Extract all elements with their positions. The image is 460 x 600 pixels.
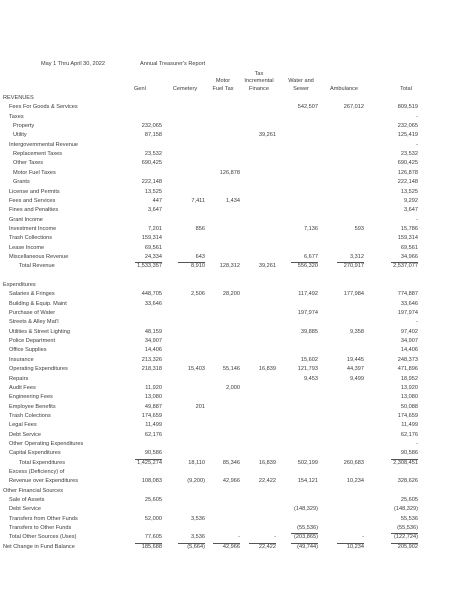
cell-c5: 502,199: [297, 459, 318, 466]
cell-c6: 260,683: [343, 459, 364, 466]
cell-c6: 177,984: [343, 291, 364, 298]
cell-c3: 128,312: [219, 263, 240, 270]
cell-c2: (9,200): [187, 478, 205, 485]
cell-c5: (148,329): [294, 506, 318, 513]
column-header-c5: Water and: [288, 78, 314, 85]
cell-c2: 2,506: [191, 291, 205, 298]
cell-c3: 55,146: [222, 366, 240, 373]
cell-c1: 185,688: [141, 543, 162, 550]
row-label: Insurance: [9, 356, 34, 363]
cell-c1: 48,159: [144, 328, 162, 335]
cell-c7: 55,536: [400, 515, 418, 522]
cell-c2: (5,664): [187, 543, 205, 550]
column-header-c5: Sewer: [293, 85, 309, 92]
row-label: Other Operating Expenditures: [9, 440, 84, 447]
cell-c7: -: [416, 216, 418, 223]
row-label: Office Supplies: [9, 347, 47, 354]
row-label: Debt Service: [9, 506, 42, 513]
cell-c7: 125,419: [397, 132, 418, 139]
cell-c1: 690,425: [141, 160, 162, 167]
row-label: Miscellaneous Revenue: [9, 253, 69, 260]
row-label: Fees and Services: [9, 197, 56, 204]
report-title: Annual Treasurer's Report: [140, 61, 206, 67]
cell-c7: 2,308,451: [393, 459, 418, 466]
cell-c7: 97,402: [400, 328, 418, 335]
column-header-c4: Tax: [254, 70, 264, 77]
row-label: REVENUES: [3, 95, 34, 101]
cell-c4: -: [274, 534, 276, 541]
cell-c1: 174,659: [141, 412, 162, 419]
cell-c7: 174,659: [397, 412, 418, 419]
cell-c1: 14,406: [144, 347, 162, 354]
row-label: Lease Income: [9, 244, 45, 251]
cell-c7: 471,896: [397, 366, 418, 373]
cell-c1: 232,065: [141, 123, 162, 130]
row-label: Employee Benefits: [9, 403, 56, 410]
cell-c2: 15,403: [187, 366, 205, 373]
report-period: May 1 Thru April 30, 2022: [41, 61, 105, 67]
column-header-c7: Total: [400, 85, 412, 92]
cell-c3: 2,000: [226, 384, 240, 391]
cell-c7: 9,292: [404, 197, 418, 204]
row-label: Motor Fuel Taxes: [13, 169, 56, 176]
cell-c4: 16,839: [258, 459, 276, 466]
cell-c1: 69,561: [144, 244, 162, 251]
cell-c2: 8,910: [191, 263, 205, 270]
row-label: Expenditures: [3, 282, 36, 288]
cell-c3: 28,200: [222, 291, 240, 298]
cell-c5: 9,453: [304, 375, 318, 382]
cell-c7: 14,406: [400, 347, 418, 354]
column-header-c4: Incremental: [244, 78, 274, 85]
row-label: Transfers to Other Funds: [9, 525, 72, 532]
cell-c7: 23,532: [400, 151, 418, 158]
row-label: License and Permits: [9, 188, 60, 195]
row-label: Total Other Sources (Uses): [9, 534, 77, 541]
row-label: Purchase of Water: [9, 310, 56, 317]
cell-c6: 10,234: [346, 478, 364, 485]
row-label: Trash Colections: [9, 412, 51, 419]
row-label: Sale of Assets: [9, 497, 45, 504]
cell-c1: 213,326: [141, 356, 162, 363]
cell-c1: 87,158: [144, 132, 162, 139]
cell-c7: 690,425: [397, 160, 418, 167]
cell-c4: 16,839: [258, 366, 276, 373]
row-label: Taxes: [9, 113, 24, 120]
cell-c5: 7,136: [304, 225, 318, 232]
cell-c3: 42,966: [222, 478, 240, 485]
cell-c3: 126,878: [219, 169, 240, 176]
cell-c2: 201: [195, 403, 205, 410]
cell-c6: 267,012: [343, 104, 364, 111]
cell-c7: 809,519: [397, 104, 418, 111]
column-header-c3: Fuel Tax: [212, 85, 234, 92]
cell-c1: 159,314: [141, 235, 162, 242]
cell-c6: 9,499: [350, 375, 364, 382]
cell-c3: 1,434: [226, 197, 240, 204]
cell-c6: 10,234: [346, 543, 364, 550]
cell-c6: 9,358: [350, 328, 364, 335]
cell-c5: 121,793: [297, 366, 318, 373]
cell-c7: 2,537,077: [393, 263, 418, 270]
cell-c7: -: [416, 319, 418, 326]
cell-c1: 62,176: [144, 431, 162, 438]
row-label: Repairs: [9, 375, 29, 382]
row-label: Utilities & Street Lighting: [9, 328, 70, 335]
cell-c7: 11,499: [401, 422, 418, 429]
row-label: Other Financial Sources: [3, 487, 64, 494]
cell-c2: 3,536: [191, 515, 205, 522]
cell-c1: 218,318: [141, 366, 162, 373]
cell-c7: 13,920: [400, 384, 418, 391]
cell-c7: -: [416, 440, 418, 447]
cell-c5: 39,885: [300, 328, 318, 335]
column-header-c3: Motor: [215, 78, 231, 85]
cell-c1: 1,533,357: [137, 263, 162, 270]
cell-c7: 34,966: [400, 253, 418, 260]
cell-c5: 154,121: [297, 478, 318, 485]
cell-c2: 856: [195, 225, 205, 232]
cell-c1: 33,646: [144, 300, 162, 307]
row-label: Operating Expenditures: [9, 366, 68, 373]
cell-c5: 197,974: [297, 310, 318, 317]
row-label: Utility: [13, 132, 27, 139]
cell-c7: 15,786: [400, 225, 418, 232]
cell-c1: 11,920: [145, 384, 162, 391]
cell-c4: 39,261: [258, 263, 276, 270]
row-label: Trash Collections: [9, 235, 53, 242]
cell-c5: 556,320: [297, 263, 318, 270]
cell-c6: 593: [354, 225, 364, 232]
cell-c7: 774,887: [397, 291, 418, 298]
cell-c7: 197,974: [397, 310, 418, 317]
row-label: Engineering Fees: [9, 394, 53, 401]
row-label: Debt Service: [9, 431, 42, 438]
cell-c6: 19,445: [346, 356, 364, 363]
cell-c1: 13,525: [144, 188, 162, 195]
cell-c1: 34,907: [144, 338, 162, 345]
cell-c7: (148,329): [394, 506, 418, 513]
cell-c7: 3,647: [404, 207, 418, 214]
cell-c7: 18,952: [400, 375, 418, 382]
row-label: Streets & Alley Mat'l: [9, 319, 59, 326]
cell-c1: 49,887: [144, 403, 162, 410]
row-label: Capital Expenditures: [9, 450, 61, 457]
column-header-c4: Finance: [249, 85, 269, 92]
cell-c7: 126,878: [397, 169, 418, 176]
cell-c2: 643: [195, 253, 205, 260]
cell-c4: 22,422: [258, 478, 276, 485]
row-label: Building & Equip. Maint: [9, 300, 67, 307]
cell-c7: 222,148: [397, 179, 418, 186]
row-label: Property: [13, 123, 35, 130]
row-label: Fees For Goods & Services: [9, 104, 78, 111]
row-label: Legal Fees: [9, 422, 37, 429]
cell-c1: 108,083: [141, 478, 162, 485]
cell-c7: 232,065: [397, 123, 418, 130]
row-label: Grants: [13, 179, 30, 186]
cell-c5: (203,865): [294, 534, 318, 541]
row-label: Audit Fees: [9, 384, 36, 391]
cell-c7: 69,561: [400, 244, 418, 251]
cell-c1: 3,647: [148, 207, 162, 214]
cell-c1: 24,334: [144, 253, 162, 260]
cell-c5: 6,677: [304, 253, 318, 260]
cell-c7: -: [416, 113, 418, 120]
cell-c6: -: [362, 534, 364, 541]
cell-c7: 33,646: [400, 300, 418, 307]
cell-c3: -: [238, 534, 240, 541]
cell-c1: 25,605: [144, 497, 162, 504]
cell-c7: 205,902: [397, 543, 418, 550]
row-label: Salaries & Fringes: [9, 291, 55, 298]
cell-c7: 50,088: [400, 403, 418, 410]
row-label: Revenue over Expenditures: [9, 478, 79, 485]
row-label: Grant Income: [9, 216, 43, 223]
row-label: Intergovernmental Revenue: [9, 141, 79, 148]
cell-c6: 44,397: [346, 366, 364, 373]
row-label: Other Taxes: [13, 160, 44, 167]
cell-c7: 328,626: [397, 478, 418, 485]
cell-c1: 11,499: [145, 422, 162, 429]
cell-c7: (55,536): [397, 525, 418, 532]
cell-c2: 7,411: [191, 197, 205, 204]
cell-c2: 3,536: [191, 534, 205, 541]
cell-c7: (122,724): [394, 534, 418, 541]
cell-c6: 3,312: [350, 253, 364, 260]
cell-c1: 222,148: [141, 179, 162, 186]
cell-c7: 34,907: [400, 338, 418, 345]
cell-c4: 39,261: [258, 132, 276, 139]
column-header-c1: Genl: [134, 85, 146, 92]
row-label: Investment Income: [9, 225, 57, 232]
cell-c7: 13,525: [400, 188, 418, 195]
cell-c7: 62,176: [400, 431, 418, 438]
row-label: Police Department: [9, 338, 56, 345]
cell-c1: 52,000: [144, 515, 162, 522]
row-label: Fines and Penalties: [9, 207, 59, 214]
row-label: Transfers from Other Funds: [9, 515, 78, 522]
cell-c1: 90,586: [144, 450, 162, 457]
row-label: Excess (Deficiency) of: [9, 469, 65, 475]
cell-c1: 1,425,274: [137, 459, 162, 466]
row-label: Replacement Taxes: [13, 151, 63, 158]
cell-c3: 85,346: [222, 459, 240, 466]
cell-c7: 159,314: [397, 235, 418, 242]
cell-c7: 13,080: [400, 394, 418, 401]
row-label: Net Change in Fund Balance: [3, 543, 75, 550]
cell-c6: 270,917: [343, 263, 364, 270]
cell-c2: 18,110: [188, 459, 205, 466]
row-label: Total Revenue: [19, 263, 55, 270]
cell-c7: 248,373: [397, 356, 418, 363]
cell-c7: 90,586: [400, 450, 418, 457]
cell-c5: (49,744): [297, 543, 318, 550]
cell-c7: -: [416, 141, 418, 148]
cell-c1: 447: [152, 197, 162, 204]
cell-c1: 13,080: [144, 394, 162, 401]
cell-c5: (55,536): [297, 525, 318, 532]
cell-c7: 25,605: [400, 497, 418, 504]
cell-c5: 542,507: [297, 104, 318, 111]
cell-c5: 15,602: [300, 356, 318, 363]
column-header-c2: Cemetery: [172, 85, 198, 92]
cell-c1: 7,201: [148, 225, 162, 232]
cell-c1: 23,532: [144, 151, 162, 158]
cell-c4: 22,422: [258, 543, 276, 550]
cell-c3: 42,966: [222, 543, 240, 550]
row-label: Total Expenditures: [19, 459, 66, 466]
column-header-c6: Ambulance: [330, 85, 358, 92]
cell-c1: 77,605: [144, 534, 162, 541]
cell-c1: 448,705: [141, 291, 162, 298]
cell-c5: 117,492: [298, 291, 318, 298]
